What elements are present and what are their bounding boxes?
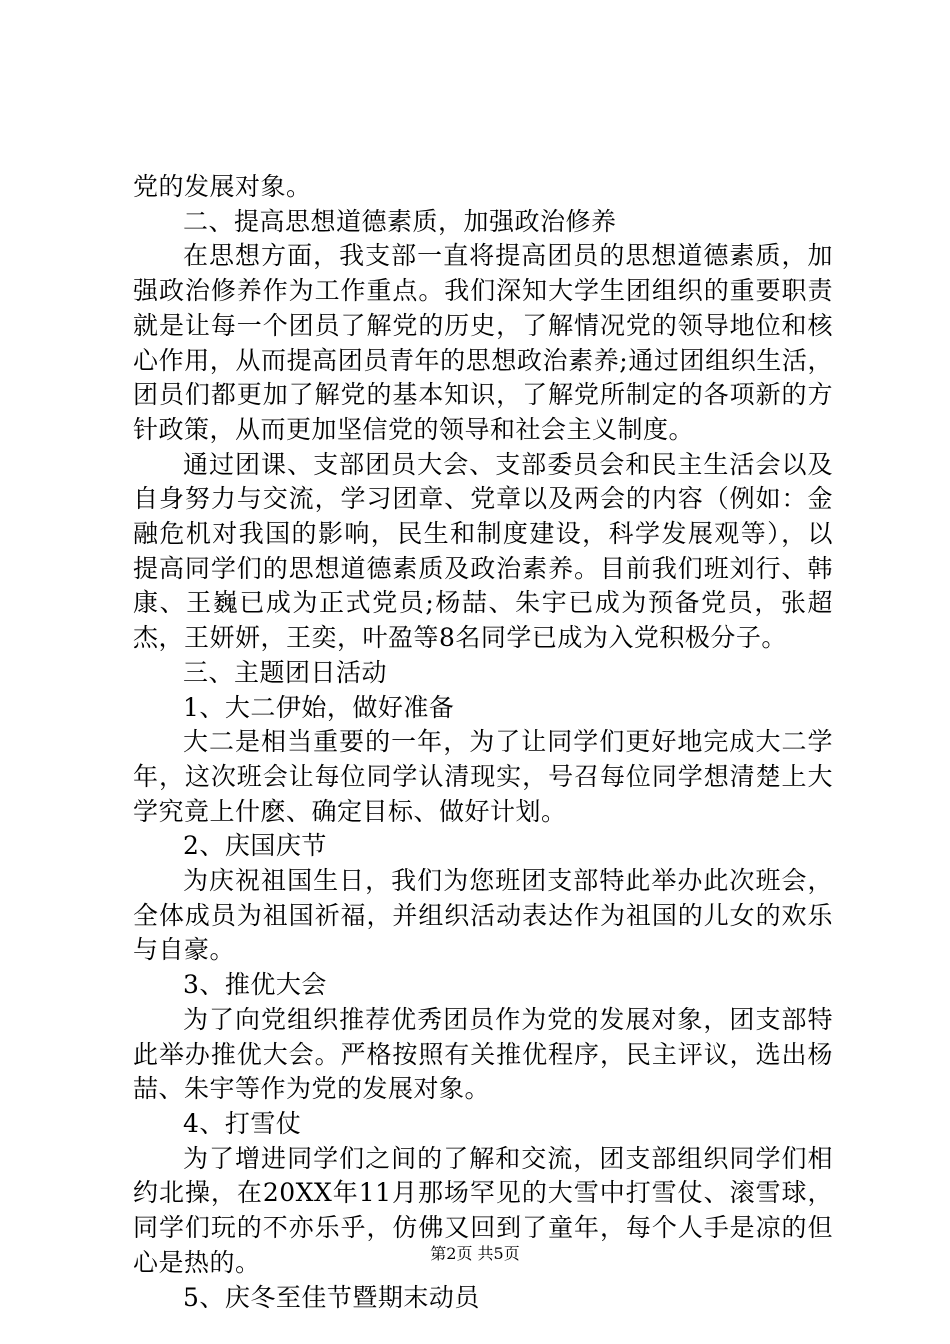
paragraph-4: 通过团课、支部团员大会、支部委员会和民主生活会以及自身努力与交流，学习团章、党章以及两会的内容（例如：金融危机对我国的影响，民生和制度建设，科学发展观等），以提高同学们的思想道德素质及政治素养。目前我们班刘行、韩康、王巍已成为正式党员;杨喆、朱宇已成为预备党员，张超杰，王妍妍，王奕，叶盈等8名同学已成为入党积极分子。 — [133, 449, 833, 653]
subheading-1: 1、大二伊始，做好准备 — [183, 692, 455, 722]
subheading-4: 4、打雪仗 — [183, 1108, 302, 1138]
subheading-3: 3、推优大会 — [183, 970, 327, 1000]
paragraph-11: 为了向党组织推荐优秀团员作为党的发展对象，团支部特此举办推优大会。严格按照有关推优程序，民主评议，选出杨喆、朱宇等作为党的发展对象。 — [133, 1004, 833, 1104]
section-heading-2: 二、提高思想道德素质，加强政治修养 — [183, 206, 617, 236]
paragraph-3: 在思想方面，我支部一直将提高团员的思想道德素质，加强政治修养作为工作重点。我们深知大学生团组织的重要职责就是让每一个团员了解党的历史，了解情况党的领导地位和核心作用，从而提高团员青年的思想政治素养;通过团组织生活，团员们都更加了解党的基本知识，了解党所制定的各项新的方针政策，从而更加坚信党的领导和社会主义制度。 — [133, 241, 833, 444]
page-number-label: 第2页 共5页 — [430, 1244, 520, 1263]
subheading-2: 2、庆国庆节 — [183, 831, 327, 861]
document-body — [133, 170, 833, 1315]
paragraph-13: 为了增进同学们之间的了解和交流，团支部组织同学们相约北操，在20XX年11月那场罕见的大雪中打雪仗、滚雪球，同学们玩的不亦乐乎，仿佛又回到了童年，每个人手是凉的但心是热的。 — [133, 1143, 833, 1277]
paragraph-7: 大二是相当重要的一年，为了让同学们更好地完成大二学年，这次班会让每位同学认清现实，号召每位同学想清楚上大学究竟上什麽、确定目标、做好计划。 — [133, 727, 833, 826]
section-heading-3: 三、主题团日活动 — [183, 657, 388, 687]
paragraph-9: 为庆祝祖国生日，我们为您班团支部特此举办此次班会，全体成员为祖国祈福，并组织活动表达作为祖国的儿女的欢乐与自豪。 — [133, 866, 833, 965]
paragraph-1: 党的发展对象。 — [133, 172, 312, 201]
subheading-5: 5、庆冬至佳节暨期末动员 — [183, 1282, 480, 1312]
page-footer — [0, 1244, 950, 1264]
